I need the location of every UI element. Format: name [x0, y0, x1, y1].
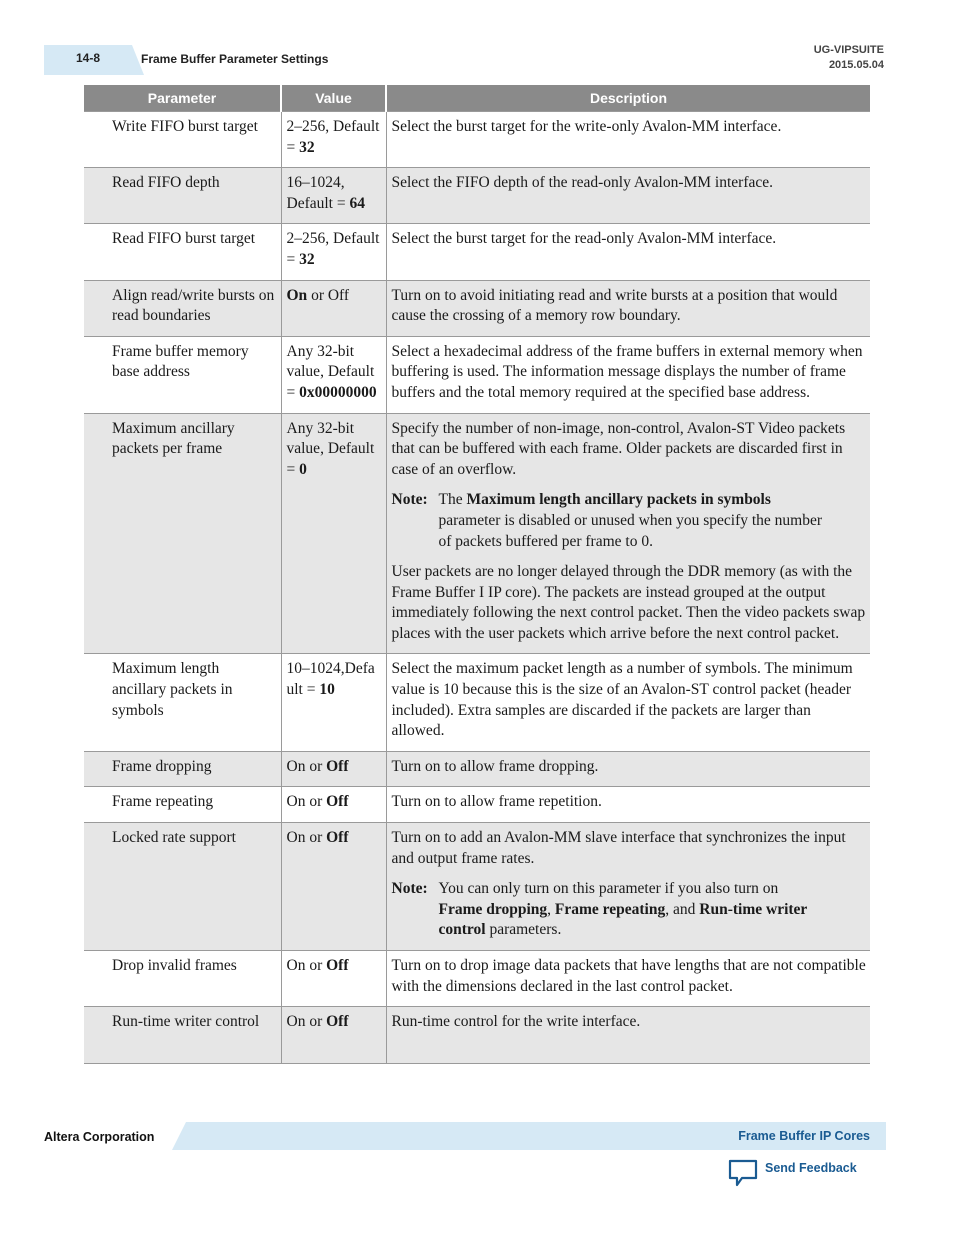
description-cell: Select the burst target for the read-only Avalon-MM interface.	[386, 224, 870, 280]
note-parameter-name: Frame repeating	[554, 900, 666, 918]
on-option: On	[286, 793, 306, 811]
value-cell	[281, 654, 386, 751]
value-cell	[281, 112, 386, 168]
or-text: or	[307, 286, 328, 304]
parameter-cell: Write FIFO burst target	[84, 112, 281, 168]
description-cell: Run-time control for the write interface.	[386, 1007, 870, 1064]
value-cell	[281, 336, 386, 413]
description-paragraph: Turn on to add an Avalon-MM slave interface that synchronizes the input and output frame rates.	[391, 829, 846, 867]
on-option: On	[286, 1013, 306, 1031]
table-row	[84, 413, 870, 654]
page-number-tab	[44, 45, 132, 75]
on-option: On	[286, 757, 306, 775]
table-row	[84, 224, 870, 280]
default-value: 0x00000000	[299, 383, 377, 401]
send-feedback-label: Send Feedback	[765, 1161, 857, 1175]
or-text: or	[305, 793, 327, 811]
or-text: or	[305, 1013, 327, 1031]
description-cell: Turn on to allow frame dropping.	[386, 751, 870, 787]
note-parameter-name: Run-time writer control	[438, 900, 808, 939]
parameter-cell: Drop invalid frames	[84, 951, 281, 1007]
off-option: Off	[326, 793, 349, 811]
value-text: 2–256, Default =	[286, 230, 380, 268]
note-block	[392, 879, 867, 941]
parameter-cell: Run-time writer control	[84, 1007, 281, 1064]
description-cell	[386, 413, 870, 654]
table-row	[84, 336, 870, 413]
off-option: Off	[326, 957, 349, 974]
description-cell: Turn on to allow frame repetition.	[386, 787, 870, 823]
table-row	[84, 112, 870, 168]
description-cell: Turn on to avoid initiating read and write bursts at a position that would cause the crossing of a memory row boundary.	[386, 280, 870, 336]
default-value: 0	[299, 460, 307, 478]
value-cell	[281, 280, 386, 336]
note-text-part: ,	[547, 900, 555, 918]
column-header-parameter: Parameter	[84, 85, 281, 112]
default-value: 32	[299, 138, 315, 156]
company-name: Altera Corporation	[44, 1130, 155, 1144]
table-row	[84, 1007, 870, 1064]
on-option: On	[286, 957, 306, 974]
description-cell: Select the burst target for the write-only Avalon-MM interface.	[386, 112, 870, 168]
note-parameter-name: Maximum length ancillary packets in symbols	[466, 491, 771, 509]
on-option: On	[286, 286, 308, 304]
doc-code: UG-VIPSUITE	[813, 44, 884, 56]
description-paragraph: Specify the number of non-image, non-control, Avalon-ST Video packets that can be buffered with each frame. Older packets are discarded first in case of an overflow.	[391, 419, 846, 478]
document-id	[814, 43, 884, 73]
note-text-part: parameters.	[485, 921, 562, 939]
table-row	[84, 654, 870, 751]
description-cell	[386, 823, 870, 951]
parameter-cell: Maximum ancillary packets per frame	[84, 413, 281, 654]
parameter-cell: Frame buffer memory base address	[84, 336, 281, 413]
column-header-value: Value	[281, 85, 386, 112]
note-text	[439, 879, 867, 941]
parameter-cell: Align read/write bursts on read boundaries	[84, 280, 281, 336]
parameter-cell: Locked rate support	[84, 823, 281, 951]
table-row	[84, 280, 870, 336]
or-text: or	[305, 957, 327, 974]
default-value: 64	[349, 194, 365, 212]
value-cell	[281, 224, 386, 280]
value-cell	[281, 751, 386, 787]
note-text-part: , and	[665, 900, 700, 918]
note-text-part: You can only turn on this parameter if you also turn on	[438, 880, 779, 898]
parameter-cell: Frame dropping	[84, 751, 281, 787]
send-feedback-link[interactable]	[727, 1158, 857, 1188]
page-number: 14-8	[75, 51, 101, 65]
value-text: 2–256, Default =	[286, 118, 380, 156]
note-text	[439, 490, 867, 552]
parameter-cell: Read FIFO depth	[84, 168, 281, 224]
on-option: On	[286, 829, 306, 847]
value-text: Any 32-bit value, Default =	[286, 419, 375, 478]
footer-band	[172, 1122, 886, 1150]
parameter-cell: Maximum length ancillary packets in symbols	[84, 654, 281, 751]
description-cell: Turn on to drop image data packets that have lengths that are not compatible with the dimensions declared in the last control packet.	[386, 951, 870, 1007]
value-cell	[281, 1007, 386, 1064]
speech-bubble-icon	[727, 1158, 759, 1188]
value-cell	[281, 168, 386, 224]
value-cell	[281, 787, 386, 823]
table-row	[84, 751, 870, 787]
off-option: Off	[327, 286, 350, 304]
off-option: Off	[326, 829, 349, 847]
off-option: Off	[326, 1013, 349, 1031]
description-cell: Select a hexadecimal address of the frame buffers in external memory when buffering is used. The information message displays the number of frame buffers and the total memory required at the specified base address.	[386, 336, 870, 413]
parameter-cell: Read FIFO burst target	[84, 224, 281, 280]
chapter-link[interactable]: Frame Buffer IP Cores	[738, 1129, 870, 1143]
value-text: Any 32-bit value, Default =	[286, 342, 375, 401]
or-text: or	[305, 829, 327, 847]
note-label: Note:	[391, 491, 428, 509]
note-text-part: The	[438, 491, 467, 509]
default-value: 10	[319, 681, 335, 699]
note-block	[392, 490, 867, 552]
value-text: 16–1024, Default =	[286, 174, 350, 212]
default-value: 32	[299, 250, 315, 268]
value-cell	[281, 951, 386, 1007]
table-row	[84, 823, 870, 951]
parameter-cell: Frame repeating	[84, 787, 281, 823]
description-paragraph: User packets are no longer delayed through the DDR memory (as with the Frame Buffer I IP core). The packets are instead grouped at the output immediately following the next control packet. Then the video packets swap places with the user packets which arrive before the next control packet.	[391, 563, 866, 642]
description-cell: Select the FIFO depth of the read-only Avalon-MM interface.	[386, 168, 870, 224]
table-row	[84, 168, 870, 224]
value-text: 10–1024,Default =	[286, 660, 375, 699]
value-cell	[281, 413, 386, 654]
doc-date: 2015.05.04	[828, 59, 884, 71]
or-text: or	[305, 757, 327, 775]
table-row	[84, 787, 870, 823]
parameter-table	[84, 85, 870, 1064]
note-parameter-name: Frame dropping	[438, 900, 548, 918]
note-text-part: parameter is disabled or unused when you specify the number of packets buffered per frame to 0.	[438, 511, 823, 550]
table-header-row	[84, 85, 870, 112]
note-label: Note:	[391, 880, 428, 898]
table-row	[84, 951, 870, 1007]
off-option: Off	[326, 757, 349, 775]
value-cell	[281, 823, 386, 951]
column-header-description: Description	[386, 85, 870, 112]
description-cell: Select the maximum packet length as a number of symbols. The minimum value is 10 because this is the size of an Avalon-ST control packet (header included). Extra samples are discarded if the packets are larger than allowed.	[386, 654, 870, 751]
section-title: Frame Buffer Parameter Settings	[141, 52, 329, 66]
